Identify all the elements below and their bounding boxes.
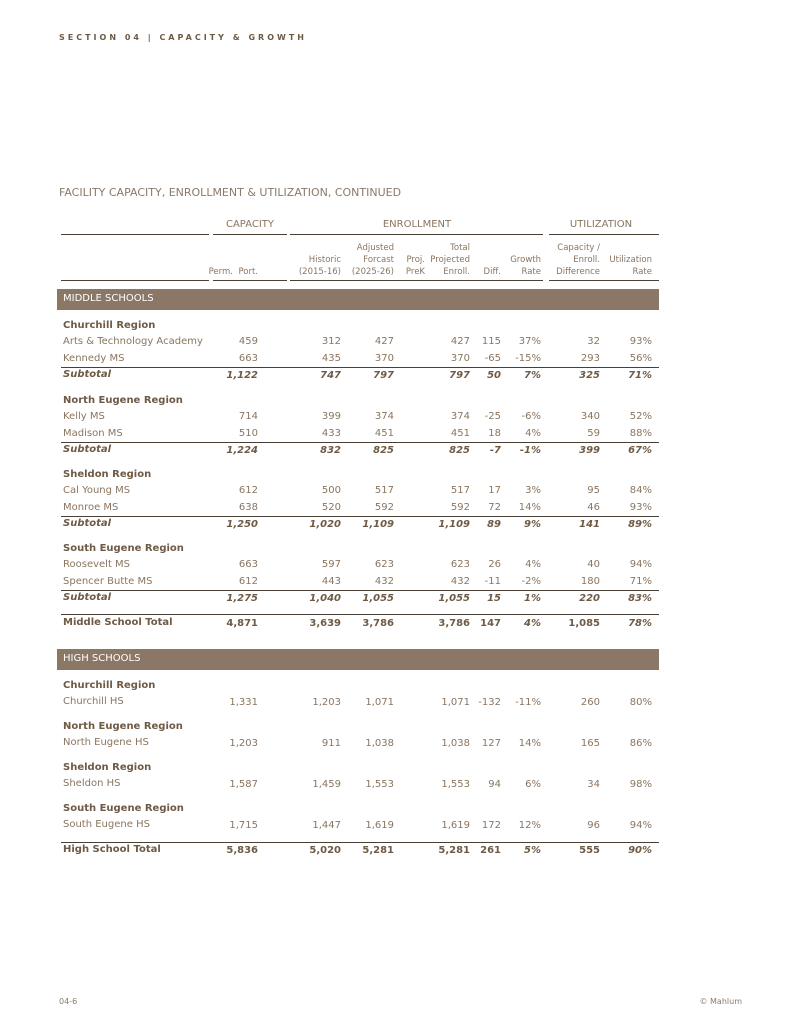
subtotal-label: Subtotal — [63, 518, 112, 529]
perm-value: 1,275 — [226, 593, 258, 604]
adjusted-value: 623 — [374, 559, 394, 570]
perm-value: 1,587 — [229, 779, 258, 790]
perm-value: 612 — [238, 576, 258, 587]
growth-value: 7% — [524, 370, 541, 381]
growth-value: -2% — [521, 576, 541, 587]
growth-value: -6% — [521, 411, 541, 422]
diff-value: 18 — [488, 428, 501, 439]
capdiff-value: 141 — [579, 519, 600, 530]
perm-value: 663 — [238, 353, 258, 364]
capdiff-value: 46 — [587, 502, 600, 513]
region-heading: North Eugene Region — [63, 721, 183, 732]
middle-schools-band — [57, 289, 659, 310]
util-value: 86% — [629, 738, 652, 749]
util-value: 93% — [629, 336, 652, 347]
historic-value: 911 — [321, 738, 341, 749]
total-value: 1,038 — [441, 738, 470, 749]
historic-value: 433 — [321, 428, 341, 439]
perm-value: 1,250 — [226, 519, 258, 530]
diff-value: 94 — [488, 779, 501, 790]
util-value: 94% — [629, 820, 652, 831]
historic-value: 312 — [321, 336, 341, 347]
adjusted-value: 517 — [374, 485, 394, 496]
header-rule — [213, 280, 287, 281]
prek-col-header: Proj. PreK — [405, 255, 425, 277]
historic-value: 832 — [320, 445, 341, 456]
adjusted-value: 797 — [373, 370, 394, 381]
diff-value: -132 — [478, 697, 501, 708]
perm-value: 459 — [238, 336, 258, 347]
total-value: 5,281 — [438, 845, 470, 856]
historic-value: 520 — [321, 502, 341, 513]
adjusted-value: 5,281 — [362, 845, 394, 856]
region-heading: North Eugene Region — [63, 395, 183, 406]
util-value: 89% — [628, 519, 652, 530]
growth-value: 4% — [525, 559, 541, 570]
historic-value: 443 — [321, 576, 341, 587]
diff-value: 17 — [488, 485, 501, 496]
subtotal-label: Subtotal — [63, 369, 112, 380]
growth-value: 12% — [518, 820, 541, 831]
perm-value: 1,203 — [229, 738, 258, 749]
school-name: Cal Young MS — [63, 485, 131, 496]
total-value: 592 — [450, 502, 470, 513]
section-label: HIGH SCHOOLS — [63, 653, 141, 664]
diff-value: -11 — [484, 576, 501, 587]
diff-value: 26 — [488, 559, 501, 570]
growth-value: 1% — [524, 593, 541, 604]
util-value: 71% — [629, 576, 652, 587]
total-value: 623 — [450, 559, 470, 570]
port-col-header: Port. — [238, 267, 258, 277]
capdiff-value: 59 — [587, 428, 600, 439]
capdiff-value: 555 — [579, 845, 600, 856]
diff-value: -7 — [489, 445, 501, 456]
copyright: © Mahlum — [699, 997, 742, 1006]
diff-value: 115 — [481, 336, 501, 347]
total-value: 1,071 — [441, 697, 470, 708]
adjusted-value: 592 — [374, 502, 394, 513]
historic-value: 747 — [320, 370, 341, 381]
growth-value: 3% — [525, 485, 541, 496]
historic-value: 5,020 — [309, 845, 341, 856]
subtotal-rule — [61, 590, 659, 591]
capdiff-value: 399 — [579, 445, 600, 456]
school-name: Arts & Technology Academy — [63, 336, 203, 347]
school-name: Kennedy MS — [63, 353, 125, 364]
adjusted-value: 1,109 — [362, 519, 394, 530]
capdiff-value: 180 — [580, 576, 600, 587]
school-name: Roosevelt MS — [63, 559, 131, 570]
adjusted-value: 451 — [374, 428, 394, 439]
region-heading: Churchill Region — [63, 320, 156, 331]
adjusted-value: 1,553 — [365, 779, 394, 790]
region-heading: South Eugene Region — [63, 803, 184, 814]
total-value: 797 — [449, 370, 470, 381]
school-name: Sheldon HS — [63, 778, 121, 789]
util-value: 88% — [629, 428, 652, 439]
page-number: 04-6 — [59, 997, 78, 1006]
capdiff-value: 293 — [580, 353, 600, 364]
school-name: Spencer Butte MS — [63, 576, 153, 587]
adjusted-col-header: Adjusted Forcast (2025-26) — [351, 243, 394, 277]
middle-school-total-label: Middle School Total — [63, 617, 173, 628]
perm-value: 1,331 — [229, 697, 258, 708]
historic-value: 1,447 — [312, 820, 341, 831]
total-value: 517 — [450, 485, 470, 496]
historic-value: 597 — [321, 559, 341, 570]
school-name: North Eugene HS — [63, 737, 149, 748]
util-value: 80% — [629, 697, 652, 708]
capdiff-value: 34 — [587, 779, 600, 790]
historic-value: 1,203 — [312, 697, 341, 708]
historic-value: 1,459 — [312, 779, 341, 790]
capdiff-value: 340 — [580, 411, 600, 422]
high-school-total-label: High School Total — [63, 844, 161, 855]
school-name: South Eugene HS — [63, 819, 150, 830]
subtotal-label: Subtotal — [63, 444, 112, 455]
section-header: SECTION 04 | CAPACITY & GROWTH — [59, 33, 307, 42]
capdiff-value: 220 — [579, 593, 600, 604]
region-heading: Churchill Region — [63, 680, 156, 691]
growth-value: 4% — [524, 618, 541, 629]
util-value: 93% — [629, 502, 652, 513]
adjusted-value: 1,055 — [362, 593, 394, 604]
subtotal-rule — [61, 367, 659, 368]
util-value: 83% — [628, 593, 652, 604]
capdiff-value: 32 — [587, 336, 600, 347]
high-schools-band — [57, 649, 659, 670]
total-value: 427 — [450, 336, 470, 347]
subtotal-rule — [61, 516, 659, 517]
growth-value: 4% — [525, 428, 541, 439]
adjusted-value: 1,038 — [365, 738, 394, 749]
growth-value: 6% — [525, 779, 541, 790]
diff-value: 89 — [487, 519, 501, 530]
group-divider — [213, 234, 287, 235]
total-value: 825 — [449, 445, 470, 456]
historic-value: 399 — [321, 411, 341, 422]
diff-value: 261 — [480, 845, 501, 856]
capacity-group-header: CAPACITY — [225, 219, 275, 230]
subtotal-label: Subtotal — [63, 592, 112, 603]
capdiff-value: 96 — [587, 820, 600, 831]
util-value: 78% — [628, 618, 652, 629]
historic-value: 1,020 — [309, 519, 341, 530]
school-name: Churchill HS — [63, 696, 124, 707]
adjusted-value: 1,619 — [365, 820, 394, 831]
total-value: 432 — [450, 576, 470, 587]
growth-value: 14% — [518, 502, 541, 513]
util-value: 84% — [629, 485, 652, 496]
total-value: 1,055 — [438, 593, 470, 604]
growth-value: 37% — [518, 336, 541, 347]
total-rule — [61, 842, 659, 843]
header-rule — [290, 280, 543, 281]
growth-col-header: Growth Rate — [510, 255, 541, 277]
diff-value: 147 — [480, 618, 501, 629]
perm-value: 1,715 — [229, 820, 258, 831]
school-name: Kelly MS — [63, 411, 105, 422]
growth-value: -1% — [519, 445, 541, 456]
util-value: 52% — [629, 411, 652, 422]
util-value: 98% — [629, 779, 652, 790]
diff-col-header: Diff. — [483, 267, 501, 277]
perm-value: 1,224 — [226, 445, 258, 456]
capdiff-col-header: Capacity / Enroll. Difference — [556, 243, 600, 277]
growth-value: 9% — [524, 519, 541, 530]
region-heading: South Eugene Region — [63, 543, 184, 554]
header-rule — [61, 280, 209, 281]
total-value: 1,619 — [441, 820, 470, 831]
historic-col-header: Historic (2015-16) — [298, 255, 341, 277]
group-divider — [549, 234, 659, 235]
diff-value: 15 — [487, 593, 501, 604]
historic-value: 1,040 — [309, 593, 341, 604]
perm-value: 510 — [238, 428, 258, 439]
historic-value: 3,639 — [309, 618, 341, 629]
group-divider — [61, 234, 209, 235]
school-name: Monroe MS — [63, 502, 119, 513]
perm-col-header: Perm. — [208, 267, 233, 277]
util-value: 71% — [628, 370, 652, 381]
adjusted-value: 825 — [373, 445, 394, 456]
perm-value: 612 — [238, 485, 258, 496]
growth-value: 5% — [524, 845, 541, 856]
perm-value: 4,871 — [226, 618, 258, 629]
capdiff-value: 40 — [587, 559, 600, 570]
total-col-header: Total Projected Enroll. — [430, 243, 470, 277]
total-value: 1,109 — [438, 519, 470, 530]
perm-value: 663 — [238, 559, 258, 570]
diff-value: 50 — [487, 370, 501, 381]
util-value: 94% — [629, 559, 652, 570]
total-value: 1,553 — [441, 779, 470, 790]
section-label: MIDDLE SCHOOLS — [63, 293, 154, 304]
adjusted-value: 3,786 — [362, 618, 394, 629]
capdiff-value: 325 — [579, 370, 600, 381]
total-value: 3,786 — [438, 618, 470, 629]
region-heading: Sheldon Region — [63, 762, 152, 773]
total-value: 370 — [450, 353, 470, 364]
adjusted-value: 370 — [374, 353, 394, 364]
total-rule — [61, 614, 659, 615]
adjusted-value: 1,071 — [365, 697, 394, 708]
historic-value: 500 — [321, 485, 341, 496]
region-heading: Sheldon Region — [63, 469, 152, 480]
growth-value: -15% — [515, 353, 541, 364]
diff-value: 127 — [481, 738, 501, 749]
capdiff-value: 260 — [580, 697, 600, 708]
perm-value: 5,836 — [226, 845, 258, 856]
diff-value: 172 — [481, 820, 501, 831]
capdiff-value: 95 — [587, 485, 600, 496]
group-divider — [290, 234, 543, 235]
adjusted-value: 427 — [374, 336, 394, 347]
header-rule — [549, 280, 659, 281]
subtotal-rule — [61, 442, 659, 443]
diff-value: -25 — [484, 411, 501, 422]
perm-value: 714 — [238, 411, 258, 422]
util-value: 67% — [628, 445, 652, 456]
adjusted-value: 374 — [374, 411, 394, 422]
growth-value: -11% — [515, 697, 541, 708]
school-name: Madison MS — [63, 428, 123, 439]
utilization-group-header: UTILIZATION — [569, 219, 633, 230]
capdiff-value: 1,085 — [568, 618, 600, 629]
capdiff-value: 165 — [580, 738, 600, 749]
diff-value: -65 — [484, 353, 501, 364]
perm-value: 1,122 — [226, 370, 258, 381]
table-title: FACILITY CAPACITY, ENROLLMENT & UTILIZATION, CONTINUED — [59, 186, 402, 199]
historic-value: 435 — [321, 353, 341, 364]
total-value: 451 — [450, 428, 470, 439]
growth-value: 14% — [518, 738, 541, 749]
perm-value: 638 — [238, 502, 258, 513]
diff-value: 72 — [488, 502, 501, 513]
total-value: 374 — [450, 411, 470, 422]
adjusted-value: 432 — [374, 576, 394, 587]
util-value: 90% — [628, 845, 652, 856]
enrollment-group-header: ENROLLMENT — [382, 219, 452, 230]
util-col-header: Utilization Rate — [609, 255, 652, 277]
util-value: 56% — [629, 353, 652, 364]
